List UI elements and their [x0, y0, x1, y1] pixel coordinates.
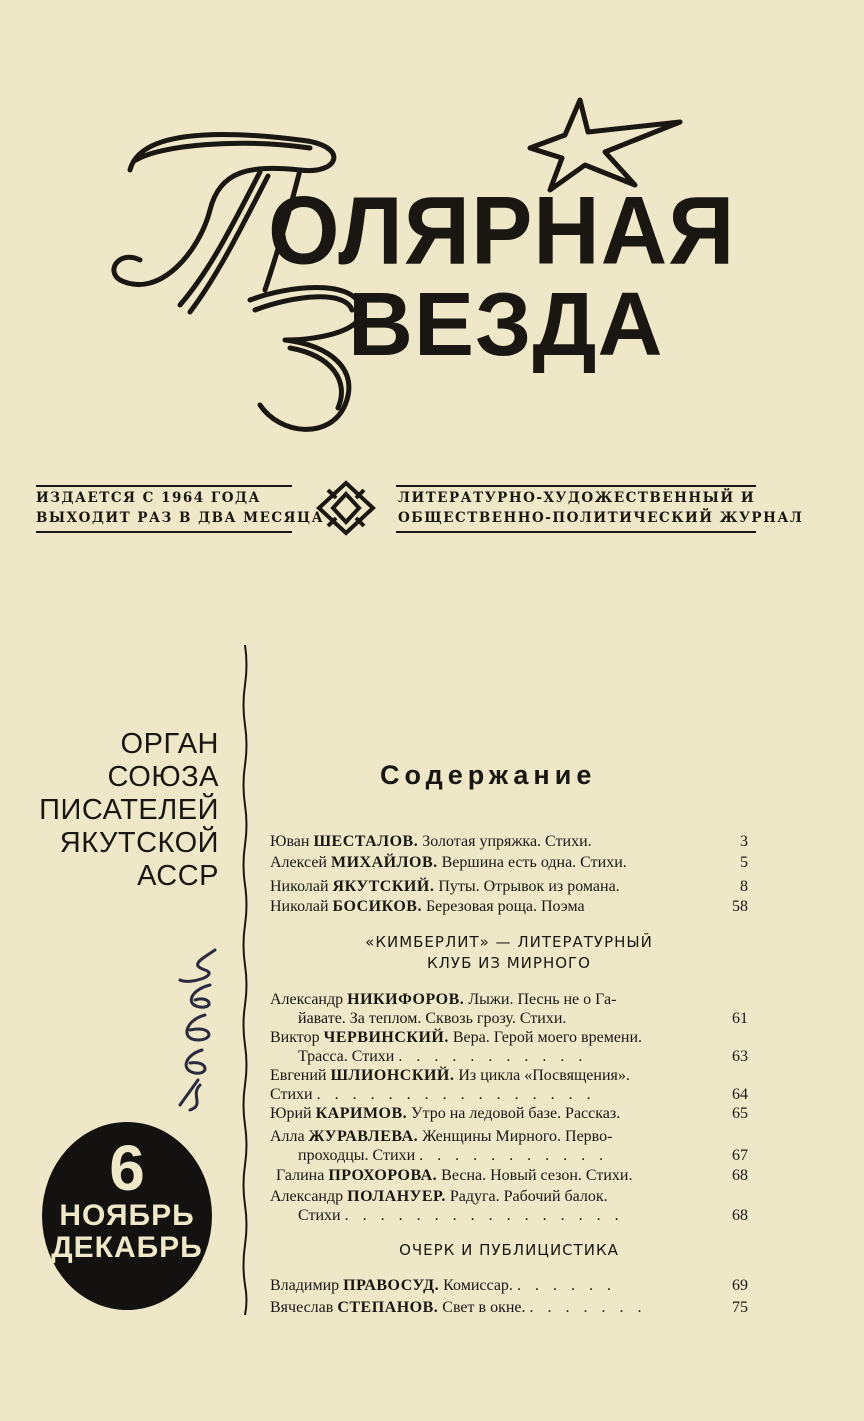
- issue-number: 6: [109, 1132, 145, 1204]
- work-title: Березовая роща. Поэма: [425, 898, 585, 915]
- work-title-cont: йавате. За теплом. Сквозь грозу. Стихи.: [298, 1010, 567, 1027]
- author-first: Николай: [270, 898, 329, 915]
- organ-line: ПИСАТЕЛЕЙ: [39, 794, 219, 826]
- toc-entry: [270, 1166, 748, 1185]
- toc-entry: [270, 990, 748, 1028]
- page-number: 61: [732, 1010, 748, 1027]
- author-last: КАРИМОВ.: [315, 1105, 408, 1122]
- toc-entry: Вячеслав СТЕПАНОВ. Свет в окне. . . . . . . . 75: [270, 1299, 748, 1316]
- issue-badge: [42, 1122, 212, 1310]
- author-last: ПРАВОСУД.: [343, 1277, 440, 1294]
- work-title: Из цикла «Посвящения».: [458, 1067, 630, 1084]
- toc-entry: [270, 877, 748, 896]
- work-title: Лыжи. Песнь не о Га-: [468, 991, 617, 1008]
- rule-left-top: [36, 485, 292, 487]
- contents-heading: Содержание: [380, 760, 597, 790]
- info-frequency: ВЫХОДИТ РАЗ В ДВА МЕСЯЦА: [36, 510, 325, 526]
- toc-entry: Александр ПОЛАНУЕР. Радуга. Рабочий балок. Стихи . . . . . . . . . . . . . . . . 68: [270, 1188, 748, 1224]
- author-first: Евгений: [270, 1067, 327, 1084]
- organ-line: ОРГАН: [120, 728, 219, 760]
- rule-right-bottom: [396, 531, 756, 533]
- issue-month: НОЯБРЬ: [59, 1199, 195, 1232]
- masthead-title-line2: ВЕЗДА: [348, 275, 664, 375]
- section-heading-line: «КИМБЕРЛИТ» — ЛИТЕРАТУРНЫЙ: [365, 933, 653, 951]
- section-heading-line: КЛУБ ИЗ МИРНОГО: [427, 954, 591, 972]
- rule-left-bottom: [36, 531, 292, 533]
- toc-entry: Евгений ШЛИОНСКИЙ. Из цикла «Посвящения». Стихи . . . . . . . . . . . . . . . . 64: [270, 1067, 748, 1103]
- toc-entry: [270, 853, 748, 872]
- author-last: МИХАЙЛОВ.: [330, 854, 438, 871]
- info-since: ИЗДАЕТСЯ С 1964 ГОДА: [36, 490, 261, 506]
- toc-entry: Виктор ЧЕРВИНСКИЙ. Вера. Герой моего времени. Трасса. Стихи . . . . . . . . . . . 63: [270, 1029, 748, 1065]
- author-first: Алла: [270, 1128, 305, 1145]
- author-first: Александр: [270, 991, 344, 1008]
- author-last: НИКИФОРОВ.: [347, 991, 465, 1008]
- author-first: Алексей: [270, 854, 327, 871]
- work-title: Женщины Мирного. Перво-: [422, 1128, 613, 1145]
- author-first: Юрий: [270, 1105, 312, 1122]
- issue-month: ДЕКАБРЬ: [51, 1231, 203, 1264]
- toc-entry: Алла ЖУРАВЛЕВА. Женщины Мирного. Перво- проходцы. Стихи . . . . . . . . . . . 67: [270, 1128, 748, 1164]
- work-title-cont: Трасса. Стихи: [298, 1048, 395, 1065]
- section-heading-line: ОЧЕРК И ПУБЛИЦИСТИКА: [399, 1241, 619, 1259]
- info-genre: ЛИТЕРАТУРНО-ХУДОЖЕСТВЕННЫЙ И: [398, 490, 756, 506]
- author-last: ЧЕРВИНСКИЙ.: [323, 1029, 449, 1046]
- work-title-cont: Стихи: [270, 1086, 313, 1103]
- author-last: СТЕПАНОВ.: [337, 1299, 439, 1316]
- author-last: ПОЛАНУЕР.: [347, 1188, 446, 1205]
- page-number: 68: [732, 1167, 748, 1184]
- section-heading: [270, 1240, 748, 1261]
- section-heading: [270, 932, 748, 974]
- organ-line: АССР: [137, 860, 219, 892]
- author-first: Виктор: [270, 1029, 320, 1046]
- page-number: 8: [740, 878, 748, 895]
- author-first: Вячеслав: [270, 1299, 334, 1316]
- work-title-cont: проходцы. Стихи: [298, 1147, 416, 1164]
- organ-statement: [39, 728, 219, 893]
- handwritten-inventory-mark: [160, 945, 230, 1115]
- author-first: Галина: [276, 1167, 325, 1184]
- page-number: 68: [732, 1207, 748, 1224]
- organ-line: СОЮЗА: [107, 761, 219, 793]
- author-last: ШЛИОНСКИЙ.: [330, 1067, 455, 1084]
- publication-info-right: [398, 488, 803, 528]
- page-number: 3: [740, 833, 748, 850]
- work-title: Путы. Отрывок из романа.: [438, 878, 620, 895]
- organ-line: ЯКУТСКОЙ: [59, 827, 219, 859]
- work-title: Комиссар.: [443, 1277, 513, 1294]
- page-number: 58: [732, 898, 748, 915]
- masthead-title-line1: ОЛЯРНАЯ: [268, 177, 736, 285]
- page-number: 75: [732, 1299, 748, 1316]
- author-last: ПРОХОРОВА.: [328, 1167, 438, 1184]
- page-number: 67: [732, 1147, 748, 1164]
- work-title: Весна. Новый сезон. Стихи.: [441, 1167, 633, 1184]
- work-title: Вера. Герой моего времени.: [452, 1029, 643, 1046]
- author-last: ЖУРАВЛЕВА.: [308, 1128, 419, 1145]
- toc-entry: [270, 832, 748, 851]
- toc-entry: [270, 897, 748, 916]
- author-first: Владимир: [270, 1277, 340, 1294]
- ornament-icon: [316, 480, 376, 536]
- author-first: Юван: [270, 833, 310, 850]
- toc-entry: [270, 1104, 748, 1123]
- author-last: ЯКУТСКИЙ.: [332, 878, 435, 895]
- work-title-cont: Стихи: [298, 1207, 341, 1224]
- page-number: 63: [732, 1048, 748, 1065]
- vertical-divider: [240, 645, 250, 1315]
- work-title: Радуга. Рабочий балок.: [449, 1188, 608, 1205]
- work-title: Вершина есть одна. Стихи.: [441, 854, 627, 871]
- page-number: 69: [732, 1277, 748, 1294]
- page-number: 64: [732, 1086, 748, 1103]
- work-title: Золотая упряжка. Стихи.: [422, 833, 592, 850]
- page-number: 5: [740, 854, 748, 871]
- author-first: Александр: [270, 1188, 344, 1205]
- work-title: Свет в окне.: [442, 1299, 526, 1316]
- author-last: БОСИКОВ.: [332, 898, 422, 915]
- work-title: Утро на ледовой базе. Рассказ.: [411, 1105, 621, 1122]
- publication-info-left: [36, 488, 324, 528]
- info-journal: ОБЩЕСТВЕННО-ПОЛИТИЧЕСКИЙ ЖУРНАЛ: [398, 510, 804, 526]
- author-first: Николай: [270, 878, 329, 895]
- rule-right-top: [396, 485, 756, 487]
- toc-entry: Владимир ПРАВОСУД. Комиссар. . . . . . . 69: [270, 1277, 748, 1294]
- page-number: 65: [732, 1105, 748, 1122]
- author-last: ШЕСТАЛОВ.: [313, 833, 419, 850]
